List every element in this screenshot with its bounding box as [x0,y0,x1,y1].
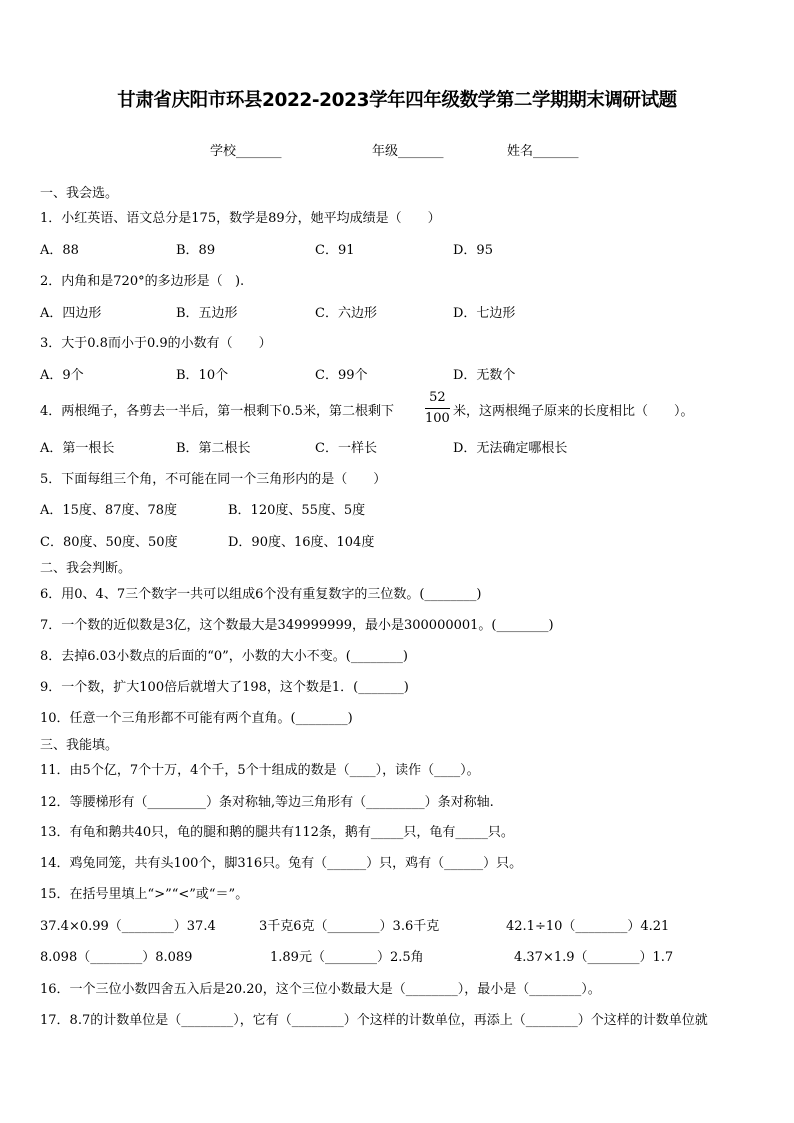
fraction [425,390,450,427]
option-4c[interactable]: C．一样长 [315,441,377,456]
option-4a[interactable]: A．第一根长 [40,441,115,456]
compare-2[interactable]: 3千克6克（________）3.6千克 [259,919,440,934]
compare-4[interactable]: 8.098（________）8.089 [40,950,193,965]
question-6: 6．用0、4、7三个数字一共可以组成6个没有重复数字的三位数。(________) [40,587,482,602]
question-8: 8．去掉6.03小数点的后面的“0”，小数的大小不变。(________) [40,649,408,664]
question-7: 7．一个数的近似数是3亿，这个数最大是349999999，最小是300000001。(________) [40,618,554,633]
page-title: 甘肃省庆阳市环县2022-2023学年四年级数学第二学期期末调研试题 [117,90,677,111]
section-heading-fill: 三、我能填。 [40,738,119,753]
question-10: 10．任意一个三角形都不可能有两个直角。(________) [40,711,353,726]
option-1a[interactable]: A．88 [40,243,79,258]
option-2a[interactable]: A．四边形 [40,306,102,321]
option-1b[interactable]: B．89 [176,243,216,258]
question-5: 5．下面每组三个角，不可能在同一个三角形内的是（ ） [40,472,387,487]
option-2d[interactable]: D．七边形 [453,306,516,321]
question-14: 14．鸡兔同笼，共有头100个，脚316只。兔有（______）只，鸡有（______）只。 [40,856,523,871]
name-field[interactable]: 姓名_______ [507,144,579,159]
question-2: 2．内角和是720°的多边形是（ ). [40,274,245,289]
section-heading-choose: 一、我会选。 [40,186,119,201]
option-3d[interactable]: D．无数个 [453,368,516,383]
option-3a[interactable]: A．9个 [40,368,84,383]
question-4-part2: 米，这两根绳子原来的长度相比（ ）。 [453,404,694,419]
grade-field[interactable]: 年级_______ [372,144,444,159]
question-11: 11．由5个亿，7个十万，4个千，5个十组成的数是（____），读作（____）。 [40,763,480,778]
question-15: 15．在括号里填上“>”“<”或“＝”。 [40,887,249,902]
option-2c[interactable]: C．六边形 [315,306,377,321]
compare-3[interactable]: 42.1÷10（________）4.21 [506,919,670,934]
option-5d[interactable]: D．90度、16度、104度 [228,535,375,550]
option-4d[interactable]: D．无法确定哪根长 [453,441,568,456]
option-1d[interactable]: D．95 [453,243,493,258]
fraction-numerator: 52 [429,390,446,405]
option-5a[interactable]: A．15度、87度、78度 [40,503,178,518]
question-9: 9．一个数，扩大100倍后就增大了198，这个数是1．(_______) [40,680,409,695]
question-16: 16．一个三位小数四舍五入后是20.20，这个三位小数最大是（________），最小是（________）。 [40,982,601,997]
option-5b[interactable]: B．120度、55度、5度 [228,503,366,518]
option-1c[interactable]: C．91 [315,243,355,258]
fraction-denominator: 100 [425,411,450,426]
question-13: 13．有龟和鹅共40只，龟的腿和鹅的腿共有112条，鹅有_____只，龟有_____只。 [40,825,514,840]
question-12: 12．等腰梯形有（_________）条对称轴,等边三角形有（_________）条对称轴. [40,795,494,810]
school-field[interactable]: 学校_______ [210,144,282,159]
question-3: 3．大于0.8而小于0.9的小数有（ ） [40,336,272,351]
option-3b[interactable]: B．10个 [176,368,229,383]
option-5c[interactable]: C．80度、50度、50度 [40,535,178,550]
compare-5[interactable]: 1.89元（________）2.5角 [270,950,424,965]
compare-6[interactable]: 4.37×1.9（________）1.7 [514,950,674,965]
compare-1[interactable]: 37.4×0.99（________）37.4 [40,919,216,934]
option-2b[interactable]: B．五边形 [176,306,238,321]
option-4b[interactable]: B．第二根长 [176,441,251,456]
question-1: 1．小红英语、语文总分是175，数学是89分，她平均成绩是（ ） [40,211,441,226]
option-3c[interactable]: C．99个 [315,368,368,383]
section-heading-judge: 二、我会判断。 [40,561,132,576]
question-17: 17．8.7的计数单位是（________），它有（________）个这样的计数单位，再添上（________）个这样的计数单位就 [40,1013,708,1028]
fraction-bar [425,408,450,409]
question-4-part1: 4．两根绳子，各剪去一半后，第一根剩下0.5米，第二根剩下 [40,404,394,419]
